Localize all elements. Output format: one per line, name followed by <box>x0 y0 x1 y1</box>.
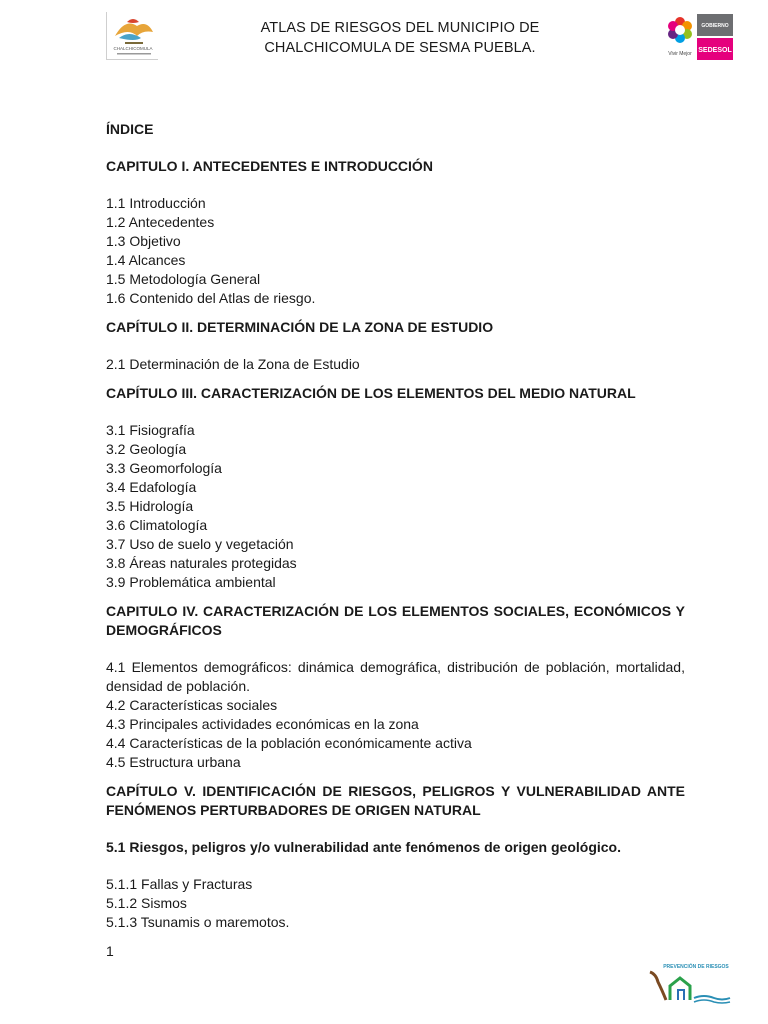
municipal-logo-text: CHALCHICOMULA <box>113 46 153 51</box>
prevencion-logo-text: PREVENCIÓN DE RIESGOS <box>663 964 729 970</box>
document-body <box>106 120 685 942</box>
sedesol-text: SEDESOL <box>698 47 732 54</box>
list-item: 1.6 Contenido del Atlas de riesgo. <box>106 290 316 306</box>
list-item: 3.8 Áreas naturales protegidas <box>106 555 297 571</box>
list-item: 3.5 Hidrología <box>106 498 194 514</box>
list-item: 3.4 Edafología <box>106 479 197 495</box>
page-number: 1 <box>106 943 114 959</box>
prevencion-riesgos-logo <box>648 960 732 1004</box>
list-item: 4.1 Elementos demográficos: dinámica demográfica, distribución de población, mortalidad, densidad de población. <box>106 659 685 694</box>
chapter-4-title: CAPITULO IV. CARACTERIZACIÓN DE LOS ELEMENTOS SOCIALES, ECONÓMICOS Y DEMOGRÁFICOS <box>106 603 685 638</box>
chapter-1-title: CAPITULO I. ANTECEDENTES E INTRODUCCIÓN <box>106 158 433 174</box>
vivir-mejor-text: Vivir Mejor <box>668 51 692 57</box>
list-item: 1.4 Alcances <box>106 252 186 268</box>
chapter-4-items <box>106 658 685 772</box>
document-header <box>200 18 600 58</box>
chapter-3-title: CAPÍTULO III. CARACTERIZACIÓN DE LOS ELEMENTOS DEL MEDIO NATURAL <box>106 385 636 401</box>
list-item: 4.5 Estructura urbana <box>106 754 241 770</box>
list-item: 2.1 Determinación de la Zona de Estudio <box>106 356 360 372</box>
list-item: 1.5 Metodología General <box>106 271 261 287</box>
list-item: 5.1.3 Tsunamis o maremotos. <box>106 914 290 930</box>
section-5-1-title: 5.1 Riesgos, peligros y/o vulnerabilidad ante fenómenos de origen geológico. <box>106 839 621 855</box>
list-item: 4.3 Principales actividades económicas en la zona <box>106 716 419 732</box>
list-item: 3.9 Problemática ambiental <box>106 574 276 590</box>
list-item: 4.4 Características de la población económicamente activa <box>106 735 472 751</box>
list-item: 1.1 Introducción <box>106 195 206 211</box>
chapter-2-items <box>106 355 685 374</box>
list-item: 3.1 Fisiografía <box>106 422 195 438</box>
index-title: ÍNDICE <box>106 121 154 137</box>
list-item: 3.3 Geomorfología <box>106 460 222 476</box>
sedesol-logo <box>664 14 734 60</box>
chapter-2-title: CAPÍTULO II. DETERMINACIÓN DE LA ZONA DE ESTUDIO <box>106 319 494 335</box>
header-title-line2: CHALCHICOMULA DE SESMA PUEBLA. <box>264 40 536 56</box>
header-title-line1: ATLAS DE RIESGOS DEL MUNICIPIO DE <box>260 20 540 36</box>
chapter-1-items <box>106 194 685 308</box>
list-item: 4.2 Características sociales <box>106 697 278 713</box>
list-item: 1.2 Antecedentes <box>106 214 215 230</box>
gobierno-text: GOBIERNO <box>701 23 729 29</box>
list-item: 1.3 Objetivo <box>106 233 181 249</box>
chapter-5-title: CAPÍTULO V. IDENTIFICACIÓN DE RIESGOS, PELIGROS Y VULNERABILIDAD ANTE FENÓMENOS PERTURBADORES DE ORIGEN NATURAL <box>106 783 685 818</box>
list-item: 5.1.2 Sismos <box>106 895 187 911</box>
chapter-5-items <box>106 875 685 932</box>
list-item: 5.1.1 Fallas y Fracturas <box>106 876 253 892</box>
list-item: 3.2 Geología <box>106 441 187 457</box>
municipal-logo <box>106 12 158 60</box>
list-item: 3.6 Climatología <box>106 517 208 533</box>
chapter-3-items <box>106 421 685 592</box>
list-item: 3.7 Uso de suelo y vegetación <box>106 536 294 552</box>
